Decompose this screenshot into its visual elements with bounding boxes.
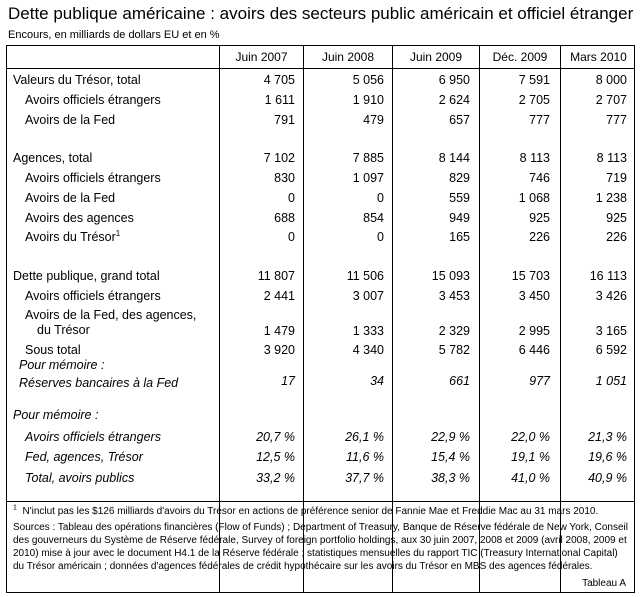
- cell-value: 6 446: [518, 343, 550, 357]
- table-label: Tableau A: [582, 578, 626, 589]
- cell-value: 746: [529, 171, 550, 185]
- row-label: Sous total: [25, 343, 81, 357]
- cell-value: 1 479: [263, 324, 295, 338]
- cell-value: 11,6 %: [346, 450, 384, 464]
- cell-value: 226: [529, 230, 550, 244]
- cell-value: 41,0 %: [511, 471, 550, 485]
- cell-value: 2 624: [438, 93, 470, 107]
- cell-value: 15 093: [431, 269, 470, 283]
- header-divider: [7, 68, 634, 69]
- cell-value: 7 885: [352, 151, 384, 165]
- cell-value: 1 068: [518, 191, 550, 205]
- cell-value: 20,7 %: [256, 430, 295, 444]
- cell-value: 7 102: [263, 151, 295, 165]
- cell-value: 791: [274, 113, 295, 127]
- row-label: Dette publique, grand total: [13, 269, 160, 283]
- cell-value: 8 000: [595, 73, 627, 87]
- footer-divider: [7, 501, 634, 502]
- column-header: Juin 2007: [235, 50, 288, 64]
- cell-value: 3 165: [595, 324, 627, 338]
- cell-value: 19,1 %: [511, 450, 550, 464]
- column-header: Déc. 2009: [492, 50, 548, 64]
- cell-value: 11 807: [257, 269, 295, 283]
- cell-value: 22,0 %: [511, 430, 550, 444]
- cell-value: 977: [529, 374, 550, 388]
- row-label: Avoirs officiels étrangers: [25, 93, 161, 107]
- row-label: Avoirs officiels étrangers: [25, 430, 161, 444]
- cell-value: 830: [274, 171, 295, 185]
- cell-value: 19,6 %: [588, 450, 627, 464]
- row-label: Avoirs officiels étrangers: [25, 171, 161, 185]
- cell-value: 657: [449, 113, 470, 127]
- cell-value: 1 238: [595, 191, 627, 205]
- cell-value: 8 113: [596, 151, 627, 165]
- cell-value: 21,3 %: [588, 430, 627, 444]
- cell-value: 3 920: [263, 343, 295, 357]
- row-label: Avoirs officiels étrangers: [25, 289, 161, 303]
- cell-value: 8 144: [438, 151, 470, 165]
- row-label: Agences, total: [13, 151, 93, 165]
- cell-value: 5 056: [352, 73, 384, 87]
- cell-value: 1 097: [352, 171, 384, 185]
- cell-value: 26,1 %: [345, 430, 384, 444]
- cell-value: 16 113: [589, 269, 627, 283]
- cell-value: 2 707: [595, 93, 627, 107]
- cell-value: 8 113: [519, 151, 550, 165]
- cell-value: 925: [529, 211, 550, 225]
- cell-value: 37,7 %: [345, 471, 384, 485]
- cell-value: 1 910: [352, 93, 384, 107]
- column-header: Juin 2008: [321, 50, 375, 64]
- cell-value: 7 591: [518, 73, 550, 87]
- cell-value: 12,5 %: [256, 450, 295, 464]
- sources: Sources : Tableau des opérations financières (Flow of Funds) ; Department of Treasury, Banque de Réserve fédérale de New York, Conseil des gouverneurs du Système de Réserve fédérale, Survey of foreign portfolio holdings, aux 30 juin 2007, 2008 et 2009 (avril 2008, 2009 et 2010) mise à jour avec le document H4.1 de la Réserve fédérale ; statistiques mensuelles du rapport TIC (Treasury International Capital) du Trésor américain ; données d'agences fédérales de crédit hypothécaire sur les avoirs du Trésor en MBS des agences fédérales.: [13, 522, 628, 572]
- cell-value: 479: [363, 113, 384, 127]
- cell-value: 949: [449, 211, 470, 225]
- cell-value: 2 329: [438, 324, 470, 338]
- cell-value: 0: [288, 230, 295, 244]
- cell-value: 11 506: [346, 269, 384, 283]
- row-label: Fed, agences, Trésor: [25, 450, 143, 464]
- footnote-marker: 1: [13, 504, 17, 512]
- cell-value: 0: [377, 191, 384, 205]
- row-label: Total, avoirs publics: [25, 471, 135, 485]
- cell-value: 1 333: [352, 324, 384, 338]
- row-label: Valeurs du Trésor, total: [13, 73, 141, 87]
- row-label: Avoirs des agences: [25, 211, 134, 225]
- cell-value: 40,9 %: [588, 471, 627, 485]
- row-label: Avoirs du Trésor$^1$: [25, 228, 121, 244]
- cell-value: 2 995: [518, 324, 550, 338]
- row-label: Avoirs de la Fed: [25, 191, 116, 205]
- cell-value: 6 592: [595, 343, 627, 357]
- cell-value: 719: [606, 171, 627, 185]
- cell-value: 5 782: [438, 343, 470, 357]
- cell-value: 829: [449, 171, 470, 185]
- cell-value: 661: [449, 374, 470, 388]
- cell-value: 925: [606, 211, 627, 225]
- column-header: Mars 2010: [570, 50, 627, 64]
- cell-value: 33,2 %: [256, 471, 295, 485]
- cell-value: 0: [377, 230, 384, 244]
- row-label: Avoirs de la Fed, des agences, du Trésor: [25, 308, 197, 337]
- cell-value: 15 703: [511, 269, 550, 283]
- cell-value: 1 611: [264, 93, 295, 107]
- cell-value: 3 426: [595, 289, 627, 303]
- data-table: [6, 45, 635, 593]
- cell-value: 4 340: [352, 343, 384, 357]
- cell-value: 688: [274, 211, 295, 225]
- cell-value: 22,9 %: [431, 430, 470, 444]
- footnote: [13, 505, 629, 518]
- cell-value: 854: [363, 211, 384, 225]
- cell-value: 6 950: [438, 73, 470, 87]
- cell-value: 17: [281, 374, 295, 388]
- cell-value: 3 450: [518, 289, 550, 303]
- cell-value: 1 051: [595, 374, 627, 388]
- row-label: Avoirs de la Fed: [25, 113, 116, 127]
- footnote-text: N'inclut pas les $126 milliards d'avoirs du Trésor en actions de préférence senior de Fannie Mae et Freddie Mac au 31 mars 2010.: [22, 506, 599, 517]
- cell-value: 4 705: [263, 73, 295, 87]
- cell-value: 165: [449, 230, 470, 244]
- cell-value: 15,4 %: [431, 450, 470, 464]
- cell-value: 3 453: [438, 289, 470, 303]
- row-label: Pour mémoire : Réserves bancaires à la Fed: [19, 358, 179, 390]
- cell-value: 2 441: [263, 289, 295, 303]
- cell-value: 777: [606, 113, 627, 127]
- cell-value: 34: [370, 374, 384, 388]
- cell-value: 38,3 %: [431, 471, 470, 485]
- cell-value: 2 705: [518, 93, 550, 107]
- table-subtitle: Encours, en milliards de dollars EU et en %: [8, 29, 220, 41]
- cell-value: 777: [529, 113, 550, 127]
- cell-value: 559: [449, 191, 470, 205]
- column-header: Juin 2009: [409, 50, 463, 64]
- cell-value: 3 007: [352, 289, 384, 303]
- row-label: Pour mémoire :: [13, 408, 99, 422]
- table-title: Dette publique américaine : avoirs des secteurs public américain et officiel étranger: [8, 4, 634, 23]
- cell-value: 0: [288, 191, 295, 205]
- cell-value: 226: [606, 230, 627, 244]
